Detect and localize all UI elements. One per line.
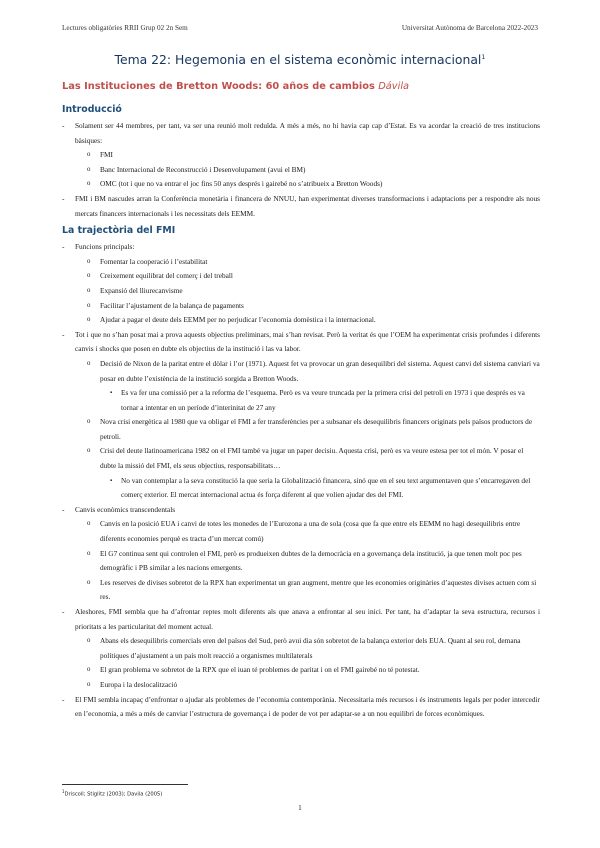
footnote-separator bbox=[62, 784, 188, 785]
section-heading-introduccio: Introducció bbox=[62, 104, 122, 115]
header-right: Universitat Autònoma de Barcelona 2022-2023 bbox=[401, 24, 538, 32]
intro-sub-item: o Banc Internacional de Reconstrucció i Desenvolupament (avui el BM) bbox=[62, 163, 540, 178]
fmi-bullet-economic-changes: - Canvis econòmics transcendentals bbox=[62, 503, 540, 518]
fmi-bullet-conclusion: - El FMI sembla incapaç d’enfrontar o ajudar als problemes de l’economia contemporània. Necessitaria més recursos i és instruments legals per poder intercedir en l’economia, a més a més de canviar l’estructura de governança i de poder de vot per adaptar-se a un nou equilibri de forces econòmiques. bbox=[62, 693, 540, 722]
change-item: o Canvis en la posició EUA i canvi de totes les monedes de l’Eurozona a una de sola (cosa que fa que entre els EEMM no hagi desequilibris entre diferents economies perquè es tracta d’un mercat comú) bbox=[62, 517, 540, 546]
challenge-item: o Europa i la deslocalització bbox=[62, 678, 540, 693]
document-subtitle bbox=[62, 81, 409, 92]
function-item: o Facilitar l’ajustament de la balança de pagaments bbox=[62, 299, 540, 314]
subtitle-text: Las Instituciones de Bretton Woods: 60 años de cambios bbox=[62, 81, 375, 92]
intro-sub-item: o OMC (tot i que no va entrar el joc fins 50 anys després i gairebé no s’atribueix a Bretton Woods) bbox=[62, 177, 540, 192]
challenge-item: o El gran problema ve sobretot de la RPX que el iuan té problemes de paritat i on el FMI gairebé no té potestat. bbox=[62, 663, 540, 678]
challenge-item: o Abans els desequilibris comercials eren del països del Sud, però avui dia són sobretot de la balança exterior dels EUA. Quant al seu rol, demana polítiques d’ajustament a un país molt reacció a organismes multilaterals bbox=[62, 634, 540, 663]
change-item: o El G7 continua sent qui controlen el FMI, però es produeixen dubtes de la democràcia en a governança dela institució, ja que tenen molt poc pes demogràfic i PB similar a les nacions emergents. bbox=[62, 547, 540, 576]
crisis-subitem-globalization: ▪ No van contemplar a la seva constitució la que seria la Globalització financera, sinó que en el seu text argumentaven que s’encarregaven del comerç exterior. El mercat internacional actua és força diferent al que volien ajudar des del FMI. bbox=[62, 474, 540, 503]
title-footnote-ref[interactable]: 1 bbox=[481, 52, 486, 61]
fmi-bullet-challenges: - Aleshores, FMI sembla que ha d’afrontar reptes molt diferents als que anava a enfrontar al seu inici. Per tant, ha d’adaptar la seva estructura, recursos i prioritats a les particularitat del moment actual. bbox=[62, 605, 540, 634]
footnote-text: Driscoll; Stiglitz (2003); Davila (2005) bbox=[64, 791, 163, 798]
document-body bbox=[62, 100, 540, 722]
crisis-item-debt: o Crisi del deute llatinoamericana 1982 on el FMI també va jugar un paper decisiu. Aquesta crisi, però es va veure estesa per tot el món. V posar el dubte la missió del FMI, els seus objectius, responsabilitats… bbox=[62, 444, 540, 473]
fmi-bullet-crises: - Tot i que no s’han posat mai a prova aquests objectius preliminars, mai s’han revisat. Però la veritat és que l’OEM ha experimentat crisis profundes i diferents canvis i shocks que posen en dubte els objectius de la institució i las va labor. bbox=[62, 328, 540, 357]
change-item: o Les reserves de divises sobretot de la RPX han experimentat un gran augment, mentre que les economies originàries d’aquestes divises actuen com si res. bbox=[62, 576, 540, 605]
intro-sub-item: o FMI bbox=[62, 148, 540, 163]
crisis-subitem-commission: ▪ Es va fer una comissió per a la reforma de l’esquema. Però es va veure truncada per la primera crisi del petroli en 1973 i que després es va tornar a intentar en un període d’interinitat de 27 any bbox=[62, 386, 540, 415]
subtitle-author: Dávila bbox=[378, 81, 410, 92]
crisis-item-energy: o Nova crisi energètica al 1980 que va obligar el FMI a fer transferències per a subsanar els desequilibris financers originats pels països productors de petroli. bbox=[62, 415, 540, 444]
crisis-item-nixon: o Decisió de Nixon de la paritat entre el dòlar i l’or (1971). Aquest fet va provocar un gran desequilibri del sistema. Aquest canvi del sistema canviari va posar en dubte l’existència de la institució sorgida a Bretton Woods. bbox=[62, 357, 540, 386]
function-item: o Fomentar la cooperació i l’estabilitat bbox=[62, 255, 540, 270]
intro-bullet-1: - Solament ser 44 membres, per tant, va ser una reunió molt reduïda. A més a més, no hi havia cap cap d’Estat. Es va acordar la creació de tres institucions bàsiques: bbox=[62, 119, 540, 148]
intro-bullet-2: - FMI i BM nascudes arran la Conferència monetària i financera de NNUU, han experimentat diverses transformacions i adaptacions per a respondre als nous mercats financers internacionals i les necessitats dels EEMM. bbox=[62, 192, 540, 221]
section-heading-trajectoria-fmi: La trajectòria del FMI bbox=[62, 225, 176, 237]
footnote-marker: 1 bbox=[62, 789, 65, 794]
function-item: o Ajudar a pagar el deute dels EEMM per no perjudicar l’economia domèstica i la internacional. bbox=[62, 313, 540, 328]
function-item: o Expansió del lliurecanvisme bbox=[62, 284, 540, 299]
document-title bbox=[0, 52, 600, 67]
function-item: o Creixement equilibrat del comerç i del treball bbox=[62, 269, 540, 284]
fmi-bullet-functions: - Funcions principals: bbox=[62, 240, 540, 255]
header-left: Lectures obligatòries RRII Grup 02 2n Sem bbox=[62, 24, 188, 32]
title-text: Tema 22: Hegemonia en el sistema econòmic internacional bbox=[114, 52, 482, 67]
footnote bbox=[62, 789, 162, 798]
page-number: 1 bbox=[298, 803, 302, 812]
running-header bbox=[62, 24, 538, 32]
